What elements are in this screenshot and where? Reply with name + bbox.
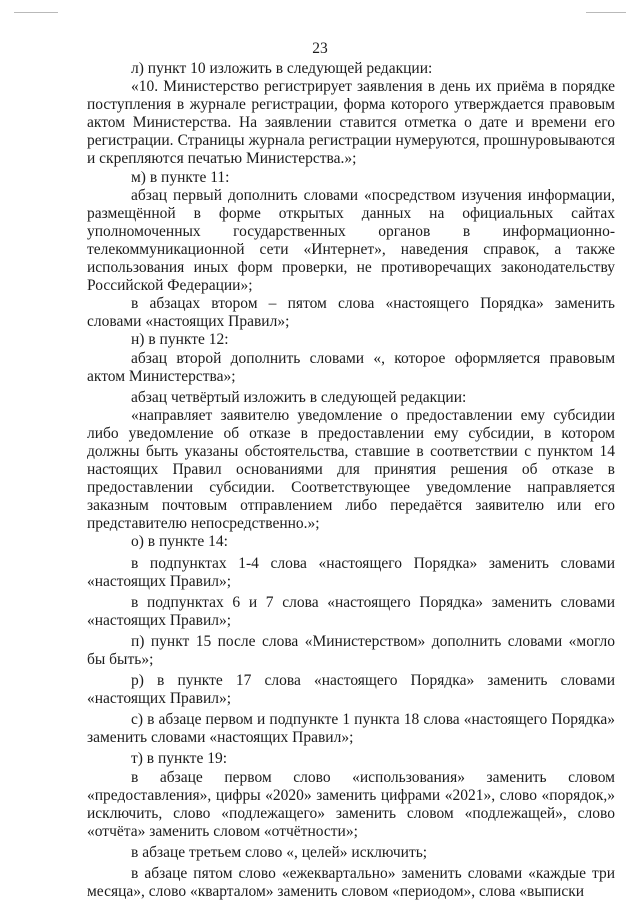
paragraph-item-t: т) в пункте 19: — [131, 750, 228, 768]
paragraph: в абзацах втором – пятом слова «настоящего Порядка» заменить словами «настоящих Правил»; — [87, 295, 615, 331]
scan-edge-mark — [14, 12, 58, 13]
scan-edge-mark — [586, 12, 626, 13]
page-number: 23 — [312, 40, 328, 57]
document-body — [87, 60, 615, 901]
paragraph-quote: «направляет заявителю уведомление о предоставлении ему субсидии либо уведомление об отказе в предоставлении ему субсидии, в котором должны быть указаны обстоятельства, ставшие в соответствии с пунктом 14 настоящих Правил основаниями для принятия решения об отказе в предоставлении субсидии. Соответствующее уведомление направляется заказным почтовым отправлением либо передаётся заявителю или его представителю непосредственно.»; — [87, 406, 615, 533]
paragraph-item-l: л) пункт 10 изложить в следующей редакции: — [131, 60, 433, 77]
paragraph: в абзаце пятом слово «ежеквартально» заменить словами «каждые три месяца», слово «кварталом» заменить словом «периодом», слова «выписки — [87, 865, 615, 901]
paragraph: абзац четвёртый изложить в следующей редакции: — [131, 388, 467, 406]
paragraph-item-r: р) в пункте 17 слова «настоящего Порядка» заменить словами «настоящих Правил»; — [87, 672, 615, 708]
paragraph-item-s: с) в абзаце первом и подпункте 1 пункта 18 слова «настоящего Порядка» заменить словами «настоящих Правил»; — [87, 711, 615, 747]
paragraph: в абзаце первом слово «использования» заменить словом «предоставления», цифры «2020» заменить цифрами «2021», слово «порядок,» исключить, слово «подлежащего» заменить словом «подлежащей», слово «отчёта» заменить словом «отчётности»; — [87, 768, 615, 840]
paragraph-item-m: м) в пункте 11: — [131, 168, 230, 186]
paragraph: абзац первый дополнить словами «посредством изучения информации, размещённой в форме открытых данных на официальных сайтах уполномоченных государственных органов в информационно-телекоммуникационной сети «Интернет», наведения справок, а также использования иных форм проверки, не противоречащих законодательству Российской Федерации»; — [87, 186, 615, 295]
paragraph: в абзаце третьем слово «, целей» исключить; — [131, 843, 428, 861]
paragraph-item-p: п) пункт 15 после слова «Министерством» дополнить словами «могло бы быть»; — [87, 632, 615, 668]
paragraph: в подпунктах 1-4 слова «настоящего Порядка» заменить словами «настоящих Правил»; — [87, 554, 615, 590]
paragraph: абзац второй дополнить словами «, которое оформляется правовым актом Министерства»; — [87, 349, 615, 385]
paragraph-quote-10: «10. Министерство регистрирует заявления в день их приёма в порядке поступления в журнале регистрации, форма которого утверждается правовым актом Министерства. На заявлении ставится отметка о дате и времени его регистрации. Страницы журнала регистрации нумеруются, прошнуровываются и скрепляются печатью Министерства.»; — [87, 78, 615, 168]
paragraph: в подпунктах 6 и 7 слова «настоящего Порядка» заменить словами «настоящих Правил»; — [87, 593, 615, 629]
paragraph-item-o: о) в пункте 14: — [131, 533, 228, 551]
paragraph-item-n: н) в пункте 12: — [131, 331, 229, 349]
